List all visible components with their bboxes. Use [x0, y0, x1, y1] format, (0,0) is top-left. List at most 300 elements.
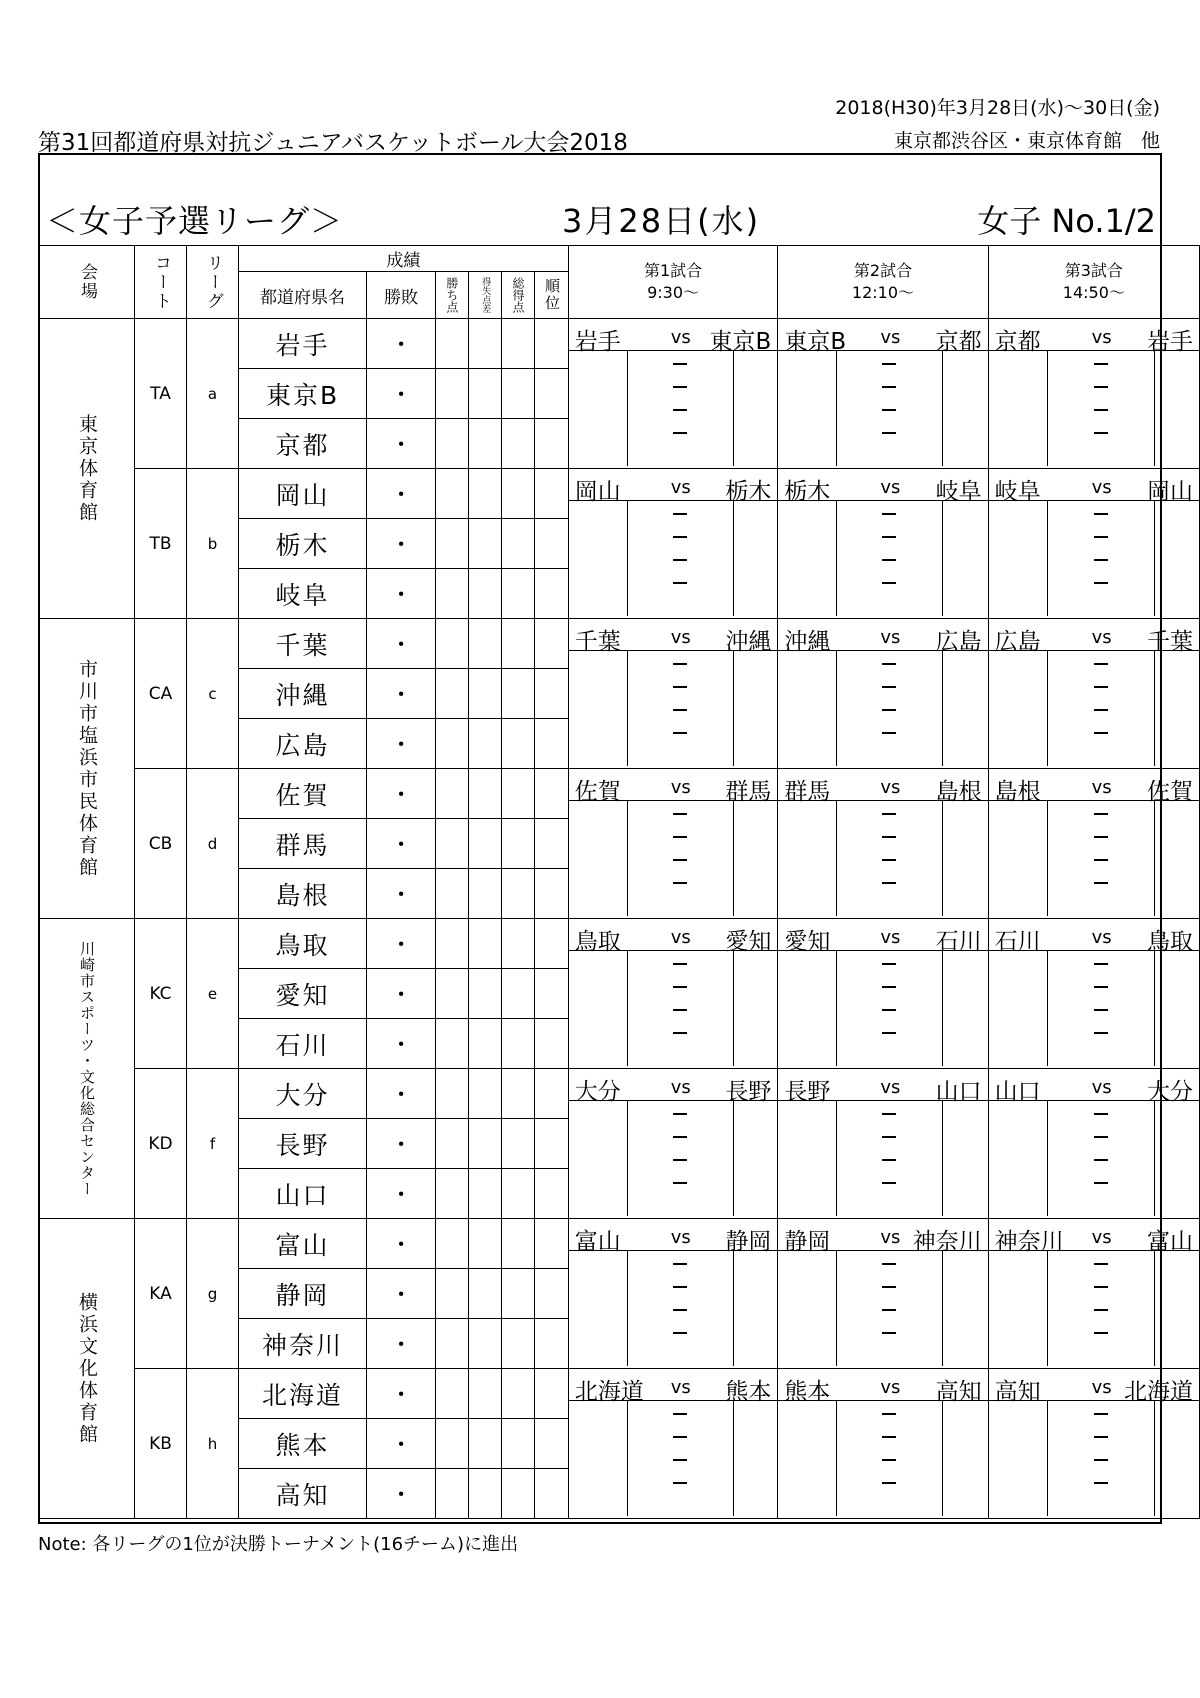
score-dash — [1094, 1309, 1108, 1311]
points-cell — [436, 569, 468, 619]
match-cell — [568, 1219, 778, 1369]
score-divider — [1047, 500, 1048, 616]
total-cell — [501, 1319, 534, 1369]
points-cell — [436, 719, 468, 769]
home-team: 神奈川 — [994, 1229, 1064, 1255]
diff-cell — [468, 1469, 501, 1519]
points-cell — [436, 769, 468, 819]
win-loss-cell: ・ — [367, 419, 436, 469]
vs-label: vs — [670, 477, 691, 498]
points-cell — [436, 1319, 468, 1369]
league-letter: h — [187, 1369, 239, 1519]
vs-label: vs — [670, 1377, 691, 1398]
score-dash — [673, 686, 687, 688]
home-team: 長野 — [784, 1079, 831, 1105]
match-cell — [568, 1369, 778, 1519]
score-dash — [1094, 986, 1108, 988]
score-dash — [882, 836, 896, 838]
score-dash — [882, 1136, 896, 1138]
away-team: 栃木 — [725, 479, 772, 505]
score-divider — [1047, 1250, 1048, 1366]
total-header: 総得点 — [501, 272, 534, 319]
league-row — [39, 469, 1200, 519]
section-title: ＜女子予選リーグ＞ — [46, 202, 344, 240]
score-divider — [836, 1100, 837, 1216]
score-dash — [882, 1286, 896, 1288]
match — [778, 619, 987, 766]
vs-label: vs — [880, 927, 901, 948]
home-team: 石川 — [994, 929, 1041, 955]
score-divider — [733, 650, 734, 766]
vs-label: vs — [670, 627, 691, 648]
score-dash — [673, 663, 687, 665]
diff-cell — [468, 1369, 501, 1419]
score-dash — [673, 1286, 687, 1288]
away-team: 静岡 — [725, 1229, 772, 1255]
vs-label: vs — [1091, 1377, 1112, 1398]
points-cell — [436, 1019, 468, 1069]
points-cell — [436, 919, 468, 969]
rank-cell — [535, 969, 569, 1019]
game-1-header: 第1試合 9:30〜 — [568, 246, 778, 319]
match-cell — [778, 919, 988, 1069]
score-dash — [1094, 582, 1108, 584]
diff-header: 得失点差 — [468, 272, 501, 319]
score-dash — [882, 1263, 896, 1265]
diff-cell — [468, 719, 501, 769]
score-dash — [673, 1459, 687, 1461]
pref-header: 都道府県名 — [239, 272, 367, 319]
win-loss-cell: ・ — [367, 1219, 436, 1269]
match — [989, 1069, 1199, 1216]
score-dash — [882, 1459, 896, 1461]
team-name: 北海道 — [239, 1369, 367, 1419]
win-loss-cell: ・ — [367, 1119, 436, 1169]
diff-cell — [468, 369, 501, 419]
score-dash — [882, 1332, 896, 1334]
rank-cell — [535, 569, 569, 619]
court-code: TA — [135, 319, 187, 469]
home-team: 佐賀 — [574, 779, 621, 805]
win-loss-cell: ・ — [367, 1419, 436, 1469]
league-row — [39, 919, 1200, 969]
points-cell — [436, 1269, 468, 1319]
score-divider — [942, 950, 943, 1066]
away-team: 高知 — [935, 1379, 982, 1405]
score-dash — [673, 963, 687, 965]
league-row — [39, 619, 1200, 669]
match — [989, 1369, 1199, 1516]
score-divider — [836, 350, 837, 466]
home-team: 北海道 — [574, 1379, 644, 1405]
score-divider — [1047, 800, 1048, 916]
total-cell — [501, 1019, 534, 1069]
away-team: 京都 — [935, 329, 982, 355]
total-cell — [501, 319, 534, 369]
score-dash — [673, 882, 687, 884]
match-cell — [778, 469, 988, 619]
court-code: CB — [135, 769, 187, 919]
score-dash — [673, 813, 687, 815]
score-dash — [882, 363, 896, 365]
rank-cell — [535, 369, 569, 419]
home-team: 千葉 — [574, 629, 621, 655]
score-dash — [673, 536, 687, 538]
league-letter: b — [187, 469, 239, 619]
league-letter: e — [187, 919, 239, 1069]
score-dash — [1094, 1332, 1108, 1334]
venue-cell — [39, 919, 135, 1219]
total-cell — [501, 569, 534, 619]
home-team: 京都 — [994, 329, 1041, 355]
score-dash — [673, 709, 687, 711]
score-dash — [673, 859, 687, 861]
rank-cell — [535, 519, 569, 569]
points-cell — [436, 819, 468, 869]
away-team: 神奈川 — [912, 1229, 982, 1255]
away-team: 東京B — [709, 329, 772, 355]
rank-cell — [535, 719, 569, 769]
vs-label: vs — [1091, 1227, 1112, 1248]
score-dash — [882, 536, 896, 538]
vs-label: vs — [670, 327, 691, 348]
team-name: 愛知 — [239, 969, 367, 1019]
match-cell — [988, 469, 1199, 619]
rank-cell — [535, 769, 569, 819]
score-divider — [627, 1400, 628, 1516]
score-dash — [882, 582, 896, 584]
total-cell — [501, 1219, 534, 1269]
home-team: 岩手 — [574, 329, 621, 355]
venue-cell — [39, 619, 135, 919]
match — [778, 919, 987, 1066]
match-cell — [778, 619, 988, 769]
score-dash — [673, 986, 687, 988]
home-team: 高知 — [994, 1379, 1041, 1405]
away-team: 大分 — [1147, 1079, 1193, 1105]
score-dash — [1094, 1459, 1108, 1461]
diff-cell — [468, 619, 501, 669]
schedule-table — [38, 245, 1200, 1519]
rank-cell — [535, 1019, 569, 1069]
rank-cell — [535, 1119, 569, 1169]
score-divider — [1154, 350, 1155, 466]
score-divider — [1154, 1400, 1155, 1516]
score-dash — [882, 813, 896, 815]
total-cell — [501, 419, 534, 469]
score-dash — [882, 559, 896, 561]
team-name: 岐阜 — [239, 569, 367, 619]
team-name: 岡山 — [239, 469, 367, 519]
points-cell — [436, 419, 468, 469]
away-team: 沖縄 — [725, 629, 772, 655]
team-name: 千葉 — [239, 619, 367, 669]
score-dash — [673, 1182, 687, 1184]
court-code: CA — [135, 619, 187, 769]
score-dash — [673, 1113, 687, 1115]
diff-cell — [468, 969, 501, 1019]
match — [778, 1219, 987, 1366]
score-divider — [836, 500, 837, 616]
score-divider — [627, 1100, 628, 1216]
score-dash — [882, 1182, 896, 1184]
team-name: 東京B — [239, 369, 367, 419]
away-team: 石川 — [935, 929, 982, 955]
score-dash — [882, 409, 896, 411]
total-cell — [501, 1369, 534, 1419]
rank-cell — [535, 669, 569, 719]
score-dash — [882, 882, 896, 884]
score-dash — [673, 1309, 687, 1311]
team-name: 岩手 — [239, 319, 367, 369]
match-cell — [778, 1219, 988, 1369]
score-dash — [882, 386, 896, 388]
score-dash — [1094, 1286, 1108, 1288]
document-title: 第31回都道府県対抗ジュニアバスケットボール大会2018 — [38, 130, 628, 156]
score-divider — [733, 950, 734, 1066]
match-cell — [988, 319, 1199, 469]
score-dash — [673, 1413, 687, 1415]
score-divider — [1047, 1100, 1048, 1216]
diff-cell — [468, 1119, 501, 1169]
away-team: 佐賀 — [1147, 779, 1193, 805]
score-dash — [882, 963, 896, 965]
total-cell — [501, 769, 534, 819]
venue-name: 川崎市スポーツ・文化総合センター — [78, 940, 96, 1197]
match — [569, 919, 778, 1066]
home-team: 鳥取 — [574, 929, 621, 955]
diff-cell — [468, 519, 501, 569]
vs-label: vs — [880, 327, 901, 348]
vs-label: vs — [1091, 477, 1112, 498]
league-letter: f — [187, 1069, 239, 1219]
score-divider — [733, 500, 734, 616]
game-3-header: 第3試合 14:50〜 — [988, 246, 1199, 319]
match — [569, 1069, 778, 1216]
court-code: KD — [135, 1069, 187, 1219]
match-cell — [988, 919, 1199, 1069]
rank-cell — [535, 819, 569, 869]
score-dash — [882, 1413, 896, 1415]
points-cell — [436, 669, 468, 719]
score-dash — [1094, 963, 1108, 965]
home-team: 岐阜 — [994, 479, 1041, 505]
record-header: 成績 — [239, 246, 569, 272]
score-dash — [1094, 882, 1108, 884]
score-dash — [882, 709, 896, 711]
total-cell — [501, 669, 534, 719]
score-dash — [882, 1482, 896, 1484]
home-team: 広島 — [994, 629, 1041, 655]
total-cell — [501, 969, 534, 1019]
win-loss-cell: ・ — [367, 869, 436, 919]
score-dash — [1094, 1009, 1108, 1011]
score-divider — [942, 350, 943, 466]
score-dash — [1094, 363, 1108, 365]
match-cell — [988, 1069, 1199, 1219]
diff-cell — [468, 669, 501, 719]
rank-cell — [535, 469, 569, 519]
away-team: 熊本 — [725, 1379, 772, 1405]
court-code: KA — [135, 1219, 187, 1369]
score-dash — [673, 836, 687, 838]
score-dash — [673, 1332, 687, 1334]
score-dash — [1094, 1436, 1108, 1438]
home-team: 富山 — [574, 1229, 621, 1255]
team-name: 島根 — [239, 869, 367, 919]
rank-cell — [535, 1169, 569, 1219]
vs-label: vs — [670, 927, 691, 948]
score-divider — [1047, 650, 1048, 766]
score-dash — [1094, 663, 1108, 665]
away-team: 島根 — [935, 779, 982, 805]
score-dash — [1094, 686, 1108, 688]
score-divider — [627, 1250, 628, 1366]
score-divider — [733, 1100, 734, 1216]
diff-cell — [468, 419, 501, 469]
league-row — [39, 1219, 1200, 1269]
league-row — [39, 1069, 1200, 1119]
team-name: 熊本 — [239, 1419, 367, 1469]
league-row — [39, 1369, 1200, 1419]
total-cell — [501, 619, 534, 669]
points-cell — [436, 869, 468, 919]
score-dash — [1094, 813, 1108, 815]
match-cell — [568, 919, 778, 1069]
rank-cell — [535, 619, 569, 669]
match — [989, 619, 1199, 766]
score-dash — [673, 1263, 687, 1265]
points-cell — [436, 1369, 468, 1419]
score-divider — [627, 650, 628, 766]
rank-cell — [535, 1469, 569, 1519]
vs-label: vs — [1091, 627, 1112, 648]
team-name: 鳥取 — [239, 919, 367, 969]
rank-cell — [535, 919, 569, 969]
team-name: 神奈川 — [239, 1319, 367, 1369]
team-name: 静岡 — [239, 1269, 367, 1319]
win-loss-cell: ・ — [367, 1319, 436, 1369]
away-team: 山口 — [935, 1079, 982, 1105]
away-team: 岐阜 — [935, 479, 982, 505]
vs-label: vs — [880, 1227, 901, 1248]
score-divider — [836, 800, 837, 916]
win-loss-cell: ・ — [367, 569, 436, 619]
vs-label: vs — [1091, 327, 1112, 348]
away-team: 鳥取 — [1147, 929, 1193, 955]
win-loss-cell: ・ — [367, 319, 436, 369]
score-divider — [627, 950, 628, 1066]
section-header — [38, 153, 1162, 246]
match — [778, 1369, 987, 1516]
score-dash — [882, 859, 896, 861]
vs-label: vs — [670, 1077, 691, 1098]
diff-cell — [468, 1069, 501, 1119]
total-cell — [501, 1169, 534, 1219]
home-team: 東京B — [784, 329, 847, 355]
league-letter: c — [187, 619, 239, 769]
score-dash — [1094, 1413, 1108, 1415]
total-cell — [501, 369, 534, 419]
team-name: 佐賀 — [239, 769, 367, 819]
date-range: 2018(H30)年3月28日(水)〜30日(金) — [835, 97, 1160, 119]
rank-cell — [535, 319, 569, 369]
match-cell — [778, 319, 988, 469]
score-dash — [1094, 1136, 1108, 1138]
score-divider — [1047, 950, 1048, 1066]
score-dash — [882, 513, 896, 515]
team-name: 高知 — [239, 1469, 367, 1519]
diff-cell — [468, 569, 501, 619]
win-loss-cell: ・ — [367, 819, 436, 869]
match — [569, 619, 778, 766]
total-cell — [501, 719, 534, 769]
match-cell — [778, 769, 988, 919]
points-cell — [436, 1469, 468, 1519]
score-divider — [627, 500, 628, 616]
venue-cell — [39, 319, 135, 619]
rank-header: 順位 — [535, 272, 569, 319]
points-cell — [436, 1169, 468, 1219]
footnote: Note: 各リーグの1位が決勝トーナメント(16チーム)に進出 — [38, 1534, 519, 1555]
diff-cell — [468, 1319, 501, 1369]
section-date: 3月28日(水) — [562, 202, 761, 240]
away-team: 長野 — [725, 1079, 772, 1105]
points-cell — [436, 369, 468, 419]
rank-cell — [535, 1419, 569, 1469]
score-dash — [882, 1309, 896, 1311]
vs-label: vs — [880, 1377, 901, 1398]
away-team: 岩手 — [1147, 329, 1193, 355]
match — [989, 769, 1199, 916]
diff-cell — [468, 919, 501, 969]
score-dash — [882, 1009, 896, 1011]
score-divider — [1154, 500, 1155, 616]
vs-label: vs — [880, 777, 901, 798]
points-cell — [436, 1219, 468, 1269]
score-divider — [733, 800, 734, 916]
diff-cell — [468, 1269, 501, 1319]
away-team: 千葉 — [1147, 629, 1193, 655]
score-dash — [1094, 559, 1108, 561]
score-dash — [882, 663, 896, 665]
score-dash — [882, 1113, 896, 1115]
match — [569, 319, 778, 466]
league-header: リーグ — [187, 246, 239, 319]
match-cell — [988, 1369, 1199, 1519]
match-cell — [778, 1369, 988, 1519]
team-name: 石川 — [239, 1019, 367, 1069]
rank-cell — [535, 1219, 569, 1269]
score-dash — [882, 432, 896, 434]
score-dash — [882, 686, 896, 688]
score-dash — [1094, 513, 1108, 515]
score-dash — [673, 1159, 687, 1161]
match-cell — [568, 469, 778, 619]
points-cell — [436, 619, 468, 669]
away-team: 北海道 — [1124, 1379, 1193, 1405]
total-cell — [501, 869, 534, 919]
total-cell — [501, 919, 534, 969]
match-cell — [568, 319, 778, 469]
score-dash — [1094, 732, 1108, 734]
total-cell — [501, 1469, 534, 1519]
score-divider — [733, 1250, 734, 1366]
total-cell — [501, 469, 534, 519]
win-loss-cell: ・ — [367, 1269, 436, 1319]
score-dash — [673, 1136, 687, 1138]
win-loss-cell: ・ — [367, 969, 436, 1019]
